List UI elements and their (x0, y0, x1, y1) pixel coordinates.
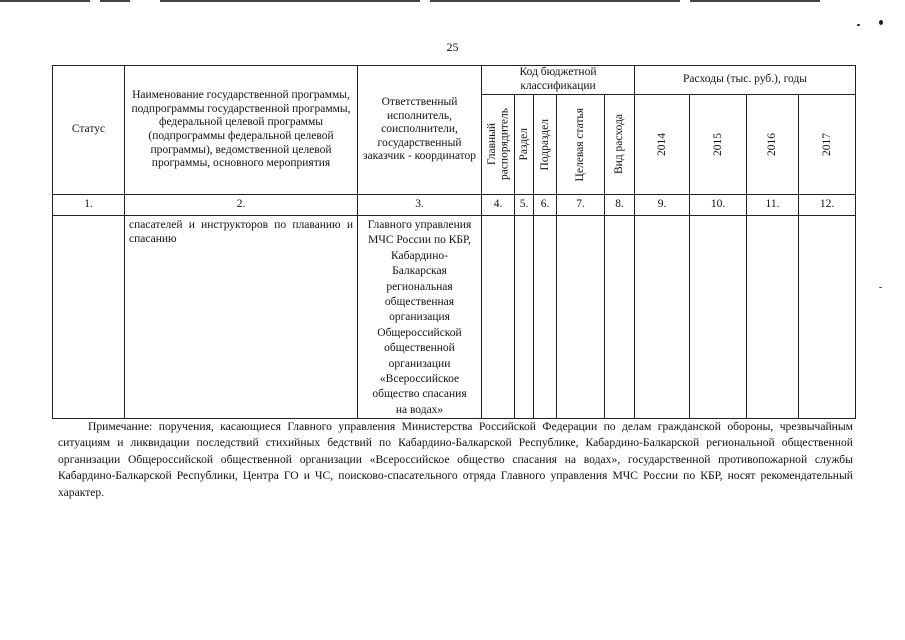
column-number: 1. (53, 195, 125, 216)
column-number-row (53, 195, 856, 216)
header-budget-col-label: Подраздел (538, 118, 551, 171)
executor-line: общественной (384, 342, 455, 355)
header-year-label: 2016 (766, 133, 779, 156)
cell-empty (557, 216, 605, 419)
header-budget-col-label: Целевая статья (574, 107, 587, 182)
scan-speck (879, 287, 882, 288)
header-year-label: 2015 (711, 133, 724, 156)
executor-line: «Всероссийское (379, 373, 460, 386)
header-year (690, 95, 747, 195)
executor-line: организации (388, 357, 451, 370)
column-number: 11. (747, 195, 799, 216)
cell-empty (482, 216, 515, 419)
cell-empty (747, 216, 799, 419)
cell-empty (799, 216, 856, 419)
executor-line: Кабардино- (391, 249, 448, 262)
footnote: Примечание: поручения, касающиеся Главного управления Министерства Российской Федерации по делам гражданской обороны, чрезвычайным ситуациям и ликвидации последствий стихийных бедствий по Кабардино-Балкарской Республике, Кабардино-Балкарской региональной общественной организации Общероссийской общественной организации «Всероссийское общество спасания на водах», государственной противопожарной службы Кабардино-Балкарской Республики, Центра ГО и ЧС, поисково-спасательного отряда Главного управления МЧС России по КБР, носят рекомендательный характер. (58, 420, 853, 499)
page-number: 25 (446, 40, 459, 54)
header-budget-col (482, 95, 515, 195)
header-budget-col (534, 95, 557, 195)
header-year (635, 95, 690, 195)
cell-status (53, 216, 125, 419)
header-row (53, 66, 856, 95)
program-table (52, 65, 856, 419)
executor-line: общество спасания (372, 388, 467, 401)
column-number: 2. (125, 195, 358, 216)
header-program-name: Наименование государственной программы, подпрограммы государственной программы, федеральной целевой программы (подпрограммы федеральной целевой программы), ведомственной целевой программы, основного мероприятия (125, 66, 358, 195)
header-budget-code: Код бюджетной классификации (482, 66, 635, 95)
executor-line: региональная (386, 280, 453, 293)
executor-line: Общероссийской (377, 326, 462, 339)
executor-line: МЧС России по КБР, (368, 234, 471, 247)
table-row (53, 216, 856, 419)
header-year-label: 2014 (655, 133, 668, 156)
header-year-label: 2017 (820, 133, 833, 156)
cell-empty (635, 216, 690, 419)
column-number: 8. (605, 195, 635, 216)
scan-speck (879, 20, 883, 25)
executor-line: Главного управления (367, 219, 472, 231)
executor-line: на водах» (395, 403, 444, 416)
header-budget-col (557, 95, 605, 195)
column-number: 4. (482, 195, 515, 216)
column-number: 3. (358, 195, 482, 216)
header-year (799, 95, 856, 195)
header-budget-col (515, 95, 534, 195)
header-expenses: Расходы (тыс. руб.), годы (635, 66, 856, 95)
column-number: 9. (635, 195, 690, 216)
executor-line: общественная (384, 296, 455, 309)
column-number: 6. (534, 195, 557, 216)
header-budget-col-label: Главный распорядитель (485, 108, 510, 181)
column-number: 12. (799, 195, 856, 216)
header-year (747, 95, 799, 195)
cell-empty (690, 216, 747, 419)
cell-empty (515, 216, 534, 419)
column-number: 10. (690, 195, 747, 216)
header-status: Статус (53, 66, 125, 195)
cell-executor (358, 216, 482, 419)
column-number: 5. (515, 195, 534, 216)
executor-line: Балкарская (392, 265, 447, 278)
header-budget-col-label: Вид расхода (613, 114, 626, 175)
cell-program-name: спасателей и инструкторов по плаванию и спасанию (125, 216, 358, 419)
cell-empty (534, 216, 557, 419)
cell-empty (605, 216, 635, 419)
column-number: 7. (557, 195, 605, 216)
executor-line: организация (389, 311, 450, 324)
scan-artifact-top (0, 0, 905, 3)
header-executor: Ответственный исполнитель, соисполнители, государственный заказчик - координатор (358, 66, 482, 195)
header-budget-col-label: Раздел (517, 128, 530, 161)
scan-speck (857, 24, 860, 26)
header-budget-col (605, 95, 635, 195)
